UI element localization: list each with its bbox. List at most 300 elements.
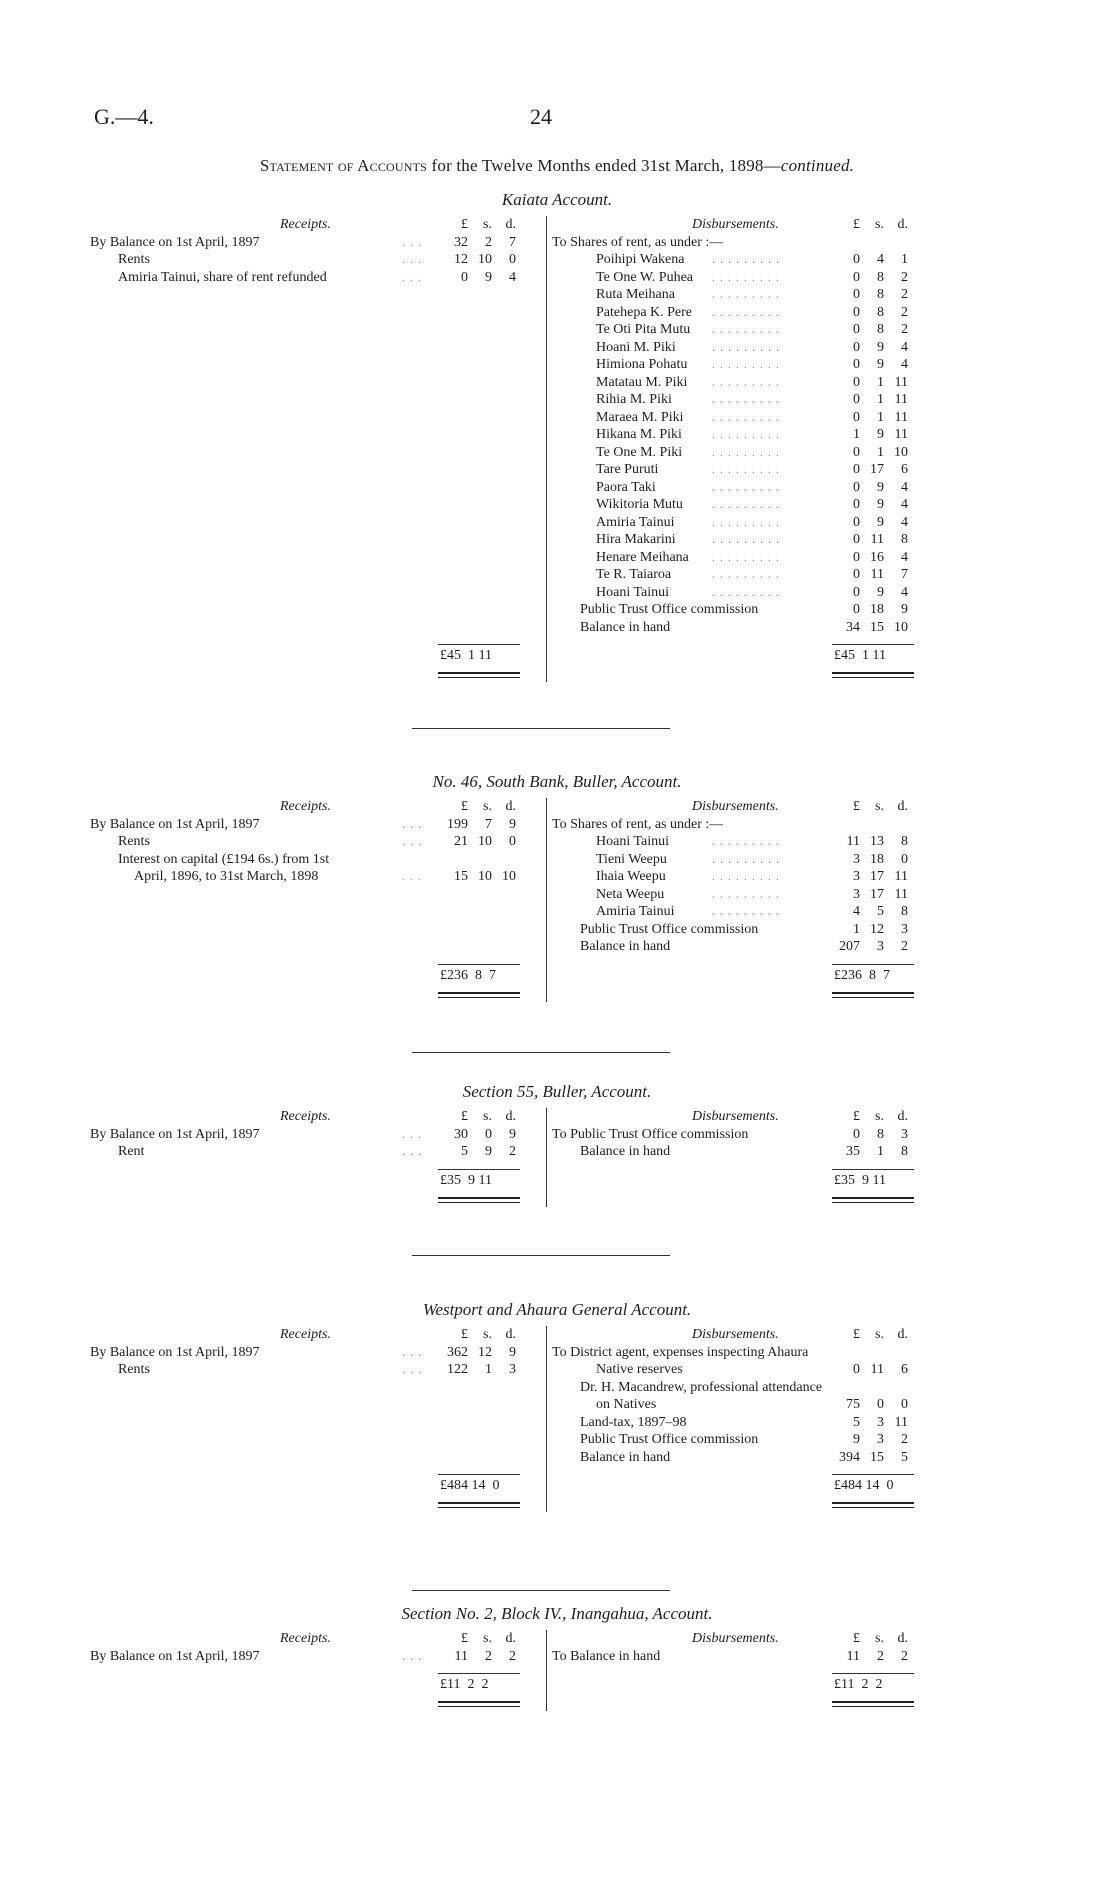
disb-shillings: 11 bbox=[870, 1362, 884, 1377]
receipt-label: Rents bbox=[118, 834, 150, 849]
dot-leader: . . . . . . . . . bbox=[712, 869, 780, 883]
disbursement-row bbox=[552, 1449, 1010, 1467]
receipt-row bbox=[90, 868, 550, 886]
receipt-row bbox=[90, 851, 550, 869]
disbursements-total: £484 14 0 bbox=[834, 1478, 894, 1493]
disb-pence: 8 bbox=[901, 904, 908, 919]
receipt-pounds: 362 bbox=[447, 1344, 468, 1360]
disb-pence: 0 bbox=[901, 851, 908, 867]
disbursement-row bbox=[552, 1143, 1010, 1161]
disb-shillings: 15 bbox=[870, 1449, 884, 1465]
dot-leader: . . . bbox=[402, 1344, 422, 1359]
payee-name: Te One W. Puhea bbox=[596, 269, 694, 285]
disb-pence: 10 bbox=[894, 619, 908, 635]
receipt-label: Amiria Tainui, share of rent refunded bbox=[118, 269, 327, 285]
receipt-shillings: 0 bbox=[485, 1126, 492, 1142]
receipt-shillings: 10 bbox=[478, 252, 492, 267]
disb-pence: 0 bbox=[901, 1397, 908, 1412]
receipt-pence: 9 bbox=[509, 1344, 516, 1360]
disbursement-label: Balance in hand bbox=[580, 1144, 671, 1159]
disbursements-column bbox=[552, 216, 1010, 636]
dot-leader: . . . . . . . . . bbox=[712, 444, 780, 459]
dot-leader: . . . . . . . . . bbox=[712, 904, 780, 918]
disb-pence: 8 bbox=[901, 1144, 908, 1159]
disb-shillings: 9 bbox=[877, 514, 884, 530]
disb-pence: 4 bbox=[901, 549, 908, 565]
payee-name: Tieni Weepu bbox=[596, 851, 667, 867]
total-rule-disbursements bbox=[832, 964, 914, 965]
receipt-pounds: 12 bbox=[454, 252, 468, 267]
disb-pounds: 0 bbox=[853, 392, 860, 407]
dot-leader: . . . . . . . . . bbox=[712, 479, 780, 494]
receipt-pounds: 5 bbox=[461, 1144, 468, 1159]
disbursement-row bbox=[552, 1379, 1010, 1397]
receipt-row bbox=[90, 833, 550, 851]
payee-name: Te R. Taiaroa bbox=[596, 567, 672, 582]
disb-pounds: 0 bbox=[853, 444, 860, 460]
disb-shillings: 0 bbox=[877, 1397, 884, 1412]
dot-leader: . . . . . . . . . bbox=[712, 374, 780, 389]
pound-header: £ bbox=[461, 217, 468, 232]
dot-leader: . . . bbox=[402, 834, 422, 848]
disb-pounds: 35 bbox=[846, 1144, 860, 1159]
disb-pounds: 0 bbox=[853, 357, 860, 372]
disbursement-row bbox=[552, 1414, 1010, 1432]
account-section bbox=[0, 772, 1114, 1072]
disb-pounds: 11 bbox=[846, 1648, 860, 1664]
receipt-label: April, 1896, to 31st March, 1898 bbox=[134, 869, 319, 884]
disb-shillings: 1 bbox=[877, 409, 884, 425]
disbursement-row bbox=[552, 601, 1010, 619]
page-header bbox=[0, 104, 1114, 134]
receipts-column bbox=[90, 216, 550, 286]
disb-shillings: 9 bbox=[877, 497, 884, 512]
title-continued: continued. bbox=[780, 156, 855, 175]
shilling-header: s. bbox=[875, 1109, 884, 1124]
disb-pence: 2 bbox=[901, 1648, 908, 1664]
receipt-pence: 4 bbox=[509, 269, 516, 285]
disb-pence: 3 bbox=[901, 921, 908, 937]
shilling-header: s. bbox=[875, 217, 884, 232]
payee-name: Rihia M. Piki bbox=[596, 392, 672, 407]
disbursement-row bbox=[552, 391, 1010, 409]
receipt-shillings: 9 bbox=[485, 1144, 492, 1159]
pound-header: £ bbox=[853, 1327, 860, 1342]
page-number: 24 bbox=[530, 104, 552, 129]
account-title: Westport and Ahaura General Account. bbox=[422, 1300, 692, 1319]
receipt-shillings: 10 bbox=[478, 869, 492, 884]
disb-pounds: 0 bbox=[853, 287, 860, 302]
receipt-pence: 2 bbox=[509, 1144, 516, 1159]
disb-shillings: 9 bbox=[877, 427, 884, 442]
receipt-pounds: 30 bbox=[454, 1126, 468, 1142]
payee-name: Himiona Pohatu bbox=[596, 357, 688, 372]
receipt-shillings: 1 bbox=[485, 1362, 492, 1377]
disbursement-row bbox=[552, 921, 1010, 939]
disb-pounds: 0 bbox=[853, 252, 860, 267]
receipts-heading: Receipts. bbox=[280, 1109, 331, 1124]
receipt-label: By Balance on 1st April, 1897 bbox=[90, 234, 260, 250]
disbursements-column bbox=[552, 1326, 1010, 1466]
dot-leader: . . . . . . . . . bbox=[712, 269, 780, 284]
shilling-header: s. bbox=[483, 1109, 492, 1124]
disbursement-row bbox=[552, 461, 1010, 479]
disbursement-row bbox=[552, 903, 1010, 921]
receipts-header-row bbox=[90, 1326, 550, 1344]
dot-leader: . . . bbox=[402, 816, 422, 831]
receipts-total: £236 8 7 bbox=[440, 967, 496, 983]
disbursement-label: Public Trust Office commission bbox=[580, 1432, 759, 1447]
disb-pence: 2 bbox=[901, 269, 908, 285]
payee-name: Hoani M. Piki bbox=[596, 339, 676, 355]
disbursement-row bbox=[552, 833, 1010, 851]
disbursement-label: To Balance in hand bbox=[552, 1648, 661, 1664]
disbursement-row bbox=[552, 584, 1010, 602]
disbursement-row bbox=[552, 426, 1010, 444]
pence-header: d. bbox=[505, 1109, 516, 1124]
double-rule-disbursements bbox=[832, 1197, 914, 1203]
total-rule-receipts bbox=[438, 1673, 520, 1674]
disb-pounds: 0 bbox=[853, 479, 860, 495]
disbursement-row bbox=[552, 286, 1010, 304]
receipt-row bbox=[90, 1126, 550, 1144]
disb-pounds: 394 bbox=[839, 1449, 860, 1465]
disbursement-row bbox=[552, 409, 1010, 427]
receipt-row bbox=[90, 251, 550, 269]
disbursements-heading: Disbursements. bbox=[692, 1327, 779, 1342]
disbursements-total: £11 2 2 bbox=[834, 1677, 883, 1692]
shilling-header: s. bbox=[875, 799, 884, 814]
dot-leader: . . . . . . . . . bbox=[712, 886, 780, 901]
disbursement-label: To District agent, expenses inspecting Ahaura bbox=[552, 1344, 809, 1360]
disbursements-total: £45 1 11 bbox=[834, 648, 886, 663]
dot-leader: . . . . . . . . . bbox=[712, 532, 780, 546]
receipts-column bbox=[90, 1108, 550, 1161]
disbursement-label: Balance in hand bbox=[580, 939, 671, 954]
account-section bbox=[0, 190, 1114, 663]
disb-shillings: 9 bbox=[877, 584, 884, 600]
dot-leader: . . . bbox=[402, 869, 422, 883]
disb-pounds: 4 bbox=[853, 904, 860, 919]
disb-pence: 7 bbox=[901, 567, 908, 582]
receipts-heading: Receipts. bbox=[280, 1327, 331, 1342]
dot-leader: . . . . . . . . . bbox=[712, 392, 780, 406]
receipts-total: £484 14 0 bbox=[440, 1478, 500, 1493]
section-separator bbox=[412, 1052, 670, 1053]
receipt-pounds: 21 bbox=[454, 834, 468, 849]
disb-pence: 11 bbox=[894, 869, 908, 884]
dot-leader: . . . bbox=[402, 1126, 422, 1141]
disbursement-label: To Public Trust Office commission bbox=[552, 1126, 749, 1142]
total-rule-receipts bbox=[438, 964, 520, 965]
payee-name: Patehepa K. Pere bbox=[596, 304, 693, 320]
disbursement-row bbox=[552, 1344, 1010, 1362]
receipt-label: By Balance on 1st April, 1897 bbox=[90, 1126, 260, 1142]
disb-pence: 6 bbox=[901, 462, 908, 477]
disbursement-row bbox=[552, 339, 1010, 357]
disb-pence: 6 bbox=[901, 1362, 908, 1377]
payee-name: Wikitoria Mutu bbox=[596, 497, 683, 512]
dot-leader: . . . . . . . . . bbox=[712, 287, 780, 301]
total-rule-disbursements bbox=[832, 1169, 914, 1170]
disbursement-row bbox=[552, 496, 1010, 514]
disbursements-column bbox=[552, 1630, 1010, 1665]
disbursement-label: on Natives bbox=[596, 1397, 657, 1412]
account-title: Kaiata Account. bbox=[501, 190, 613, 209]
disb-shillings: 17 bbox=[870, 886, 884, 902]
receipt-pounds: 32 bbox=[454, 234, 468, 250]
disbursement-row bbox=[552, 304, 1010, 322]
receipts-heading: Receipts. bbox=[280, 217, 331, 232]
disb-pence: 3 bbox=[901, 1126, 908, 1142]
section-separator bbox=[412, 1590, 670, 1591]
title-small-caps: Statement of Accounts bbox=[259, 156, 428, 175]
account-title: Section No. 2, Block IV., Inangahua, Account. bbox=[401, 1604, 713, 1623]
dot-leader: . . . . . . . . . bbox=[712, 549, 780, 564]
receipt-pence: 3 bbox=[509, 1362, 516, 1377]
disb-shillings: 18 bbox=[870, 851, 884, 867]
payee-name: Neta Weepu bbox=[596, 886, 665, 902]
shares-heading: To Shares of rent, as under :— bbox=[552, 234, 724, 250]
dot-leader: . . . . . . . . . bbox=[712, 252, 780, 266]
shilling-header: s. bbox=[875, 1327, 884, 1342]
pound-header: £ bbox=[461, 1109, 468, 1124]
disb-pounds: 0 bbox=[853, 1126, 860, 1142]
disbursements-heading: Disbursements. bbox=[692, 1631, 779, 1646]
disbursement-row bbox=[552, 374, 1010, 392]
receipt-label: Rents bbox=[118, 252, 150, 267]
section-separator bbox=[412, 1255, 670, 1256]
disbursement-row bbox=[552, 444, 1010, 462]
disb-pounds: 0 bbox=[853, 602, 860, 617]
disb-shillings: 2 bbox=[877, 1648, 884, 1664]
title-middle: for the Twelve Months ended 31st March, 1898— bbox=[427, 156, 781, 175]
disb-shillings: 3 bbox=[877, 1432, 884, 1447]
total-rule-disbursements bbox=[832, 1673, 914, 1674]
receipt-shillings: 2 bbox=[485, 1648, 492, 1664]
disb-pence: 9 bbox=[901, 602, 908, 617]
page-title bbox=[0, 156, 1114, 176]
receipt-pounds: 11 bbox=[454, 1648, 468, 1664]
disbursement-row bbox=[552, 531, 1010, 549]
disb-shillings: 8 bbox=[877, 287, 884, 302]
disbursement-row bbox=[552, 321, 1010, 339]
disbursements-header-row bbox=[552, 1630, 1010, 1648]
disb-shillings: 17 bbox=[870, 869, 884, 884]
disbursement-row bbox=[552, 1431, 1010, 1449]
disb-pounds: 34 bbox=[846, 619, 860, 635]
disbursement-label: Balance in hand bbox=[580, 619, 671, 635]
payee-name: Hoani Tainui bbox=[596, 584, 670, 600]
dot-leader: . . . . . . . . . bbox=[712, 462, 780, 476]
disb-pounds: 0 bbox=[853, 549, 860, 565]
disb-pounds: 207 bbox=[839, 939, 860, 954]
payee-name: Tare Puruti bbox=[596, 462, 659, 477]
double-rule-receipts bbox=[438, 1701, 520, 1707]
payee-name: Poihipi Wakena bbox=[596, 252, 685, 267]
shilling-header: s. bbox=[483, 1327, 492, 1342]
disbursement-row bbox=[552, 251, 1010, 269]
disb-pounds: 0 bbox=[853, 514, 860, 530]
disb-shillings: 13 bbox=[870, 834, 884, 849]
payee-name: Maraea M. Piki bbox=[596, 409, 684, 425]
disbursements-heading: Disbursements. bbox=[692, 1109, 779, 1124]
report-reference: G.—4. bbox=[94, 104, 154, 129]
dot-leader: . . . . . . . . . bbox=[712, 497, 780, 511]
disbursement-row bbox=[552, 514, 1010, 532]
disbursement-row bbox=[552, 269, 1010, 287]
dot-leader: . . . bbox=[402, 269, 422, 284]
disbursement-row bbox=[552, 356, 1010, 374]
double-rule-receipts bbox=[438, 1502, 520, 1508]
receipts-heading: Receipts. bbox=[280, 1631, 331, 1646]
disbursement-row bbox=[552, 1126, 1010, 1144]
disb-pence: 5 bbox=[901, 1449, 908, 1465]
disb-shillings: 8 bbox=[877, 304, 884, 320]
dot-leader: . . . . . . . . . bbox=[712, 514, 780, 529]
receipt-pence: 9 bbox=[509, 1126, 516, 1142]
double-rule-disbursements bbox=[832, 1701, 914, 1707]
receipt-row bbox=[90, 816, 550, 834]
disbursement-row bbox=[552, 1361, 1010, 1379]
shares-heading: To Shares of rent, as under :— bbox=[552, 816, 724, 832]
disbursements-header-row bbox=[552, 1326, 1010, 1344]
pound-header: £ bbox=[461, 799, 468, 814]
disb-pence: 2 bbox=[901, 287, 908, 302]
total-rule-disbursements bbox=[832, 644, 914, 645]
disb-pence: 4 bbox=[901, 357, 908, 372]
shilling-header: s. bbox=[875, 1631, 884, 1646]
pound-header: £ bbox=[853, 217, 860, 232]
disb-pounds: 0 bbox=[853, 304, 860, 320]
disb-pence: 4 bbox=[901, 497, 908, 512]
payee-name: Hikana M. Piki bbox=[596, 427, 682, 442]
disb-pounds: 1 bbox=[853, 921, 860, 937]
payee-name: Ihaia Weepu bbox=[596, 869, 666, 884]
disb-pounds: 0 bbox=[853, 322, 860, 337]
receipt-row bbox=[90, 1143, 550, 1161]
disbursement-label: Public Trust Office commission bbox=[580, 921, 759, 937]
receipt-shillings: 9 bbox=[485, 269, 492, 285]
disb-pounds: 0 bbox=[853, 409, 860, 425]
disb-pence: 11 bbox=[894, 427, 908, 442]
dot-leader: . . . bbox=[402, 1144, 422, 1158]
disb-shillings: 5 bbox=[877, 904, 884, 919]
dot-leader: . . . . . . . . . bbox=[712, 322, 780, 336]
pence-header: d. bbox=[897, 799, 908, 814]
disb-shillings: 12 bbox=[870, 921, 884, 937]
disb-shillings: 9 bbox=[877, 357, 884, 372]
disb-shillings: 15 bbox=[870, 619, 884, 635]
double-rule-receipts bbox=[438, 1197, 520, 1203]
double-rule-disbursements bbox=[832, 1502, 914, 1508]
disbursement-row bbox=[552, 938, 1010, 956]
disbursements-total: £35 9 11 bbox=[834, 1172, 886, 1188]
disb-shillings: 1 bbox=[877, 1144, 884, 1159]
pence-header: d. bbox=[505, 217, 516, 232]
pence-header: d. bbox=[897, 1109, 908, 1124]
disb-pounds: 0 bbox=[853, 567, 860, 582]
receipt-pounds: 15 bbox=[454, 869, 468, 884]
double-rule-disbursements bbox=[832, 672, 914, 678]
disb-pence: 8 bbox=[901, 834, 908, 849]
disbursement-heading-row bbox=[552, 816, 1010, 834]
dot-leader: . . . bbox=[402, 252, 422, 266]
payee-name: Ruta Meihana bbox=[596, 287, 675, 302]
receipt-row bbox=[90, 1344, 550, 1362]
disb-shillings: 16 bbox=[870, 549, 884, 565]
disb-pence: 11 bbox=[894, 886, 908, 902]
disb-pence: 4 bbox=[901, 514, 908, 530]
shilling-header: s. bbox=[483, 1631, 492, 1646]
receipts-header-row bbox=[90, 216, 550, 234]
disbursements-column bbox=[552, 1108, 1010, 1161]
payee-name: Matatau M. Piki bbox=[596, 374, 688, 390]
dot-leader: . . . bbox=[402, 1648, 422, 1663]
disb-pence: 2 bbox=[901, 939, 908, 954]
disb-pounds: 0 bbox=[853, 269, 860, 285]
disb-pounds: 9 bbox=[853, 1432, 860, 1447]
disb-pence: 10 bbox=[894, 444, 908, 460]
disbursement-row bbox=[552, 886, 1010, 904]
payee-name: Amiria Tainui bbox=[596, 904, 675, 919]
receipts-total: £11 2 2 bbox=[440, 1677, 489, 1692]
disb-pence: 11 bbox=[894, 392, 908, 407]
disb-pence: 2 bbox=[901, 1432, 908, 1447]
disb-pence: 4 bbox=[901, 339, 908, 355]
pence-header: d. bbox=[897, 1631, 908, 1646]
pence-header: d. bbox=[505, 799, 516, 814]
disb-shillings: 11 bbox=[870, 567, 884, 582]
disb-shillings: 9 bbox=[877, 479, 884, 495]
disb-shillings: 11 bbox=[870, 532, 884, 547]
disb-pence: 11 bbox=[894, 409, 908, 425]
account-title: No. 46, South Bank, Buller, Account. bbox=[432, 772, 682, 791]
receipt-shillings: 2 bbox=[485, 234, 492, 250]
disb-shillings: 18 bbox=[870, 602, 884, 617]
disbursement-row bbox=[552, 549, 1010, 567]
disb-shillings: 1 bbox=[877, 374, 884, 390]
disb-pence: 2 bbox=[901, 304, 908, 320]
dot-leader: . . . . . . . . . bbox=[712, 584, 780, 599]
dot-leader: . . . bbox=[402, 234, 422, 249]
disb-shillings: 17 bbox=[870, 462, 884, 477]
account-section bbox=[0, 1604, 1114, 1904]
disbursements-header-row bbox=[552, 216, 1010, 234]
receipt-label: Rent bbox=[118, 1144, 145, 1159]
receipts-header-row bbox=[90, 1108, 550, 1126]
total-rule-disbursements bbox=[832, 1474, 914, 1475]
dot-leader: . . . . . . . . . bbox=[712, 851, 780, 866]
disb-shillings: 3 bbox=[877, 1414, 884, 1430]
receipt-shillings: 7 bbox=[485, 816, 492, 832]
disbursement-label: Native reserves bbox=[596, 1362, 683, 1377]
disbursements-total: £236 8 7 bbox=[834, 967, 890, 983]
receipts-column bbox=[90, 798, 550, 886]
receipt-label: By Balance on 1st April, 1897 bbox=[90, 1344, 260, 1360]
disb-shillings: 8 bbox=[877, 269, 884, 285]
disb-pounds: 3 bbox=[853, 851, 860, 867]
payee-name: Hoani Tainui bbox=[596, 834, 670, 849]
double-rule-receipts bbox=[438, 672, 520, 678]
receipt-row bbox=[90, 1648, 550, 1666]
pence-header: d. bbox=[897, 217, 908, 232]
disb-pounds: 0 bbox=[853, 374, 860, 390]
disb-shillings: 9 bbox=[877, 339, 884, 355]
receipt-pence: 0 bbox=[509, 252, 516, 267]
disb-pounds: 0 bbox=[853, 497, 860, 512]
receipt-shillings: 10 bbox=[478, 834, 492, 849]
